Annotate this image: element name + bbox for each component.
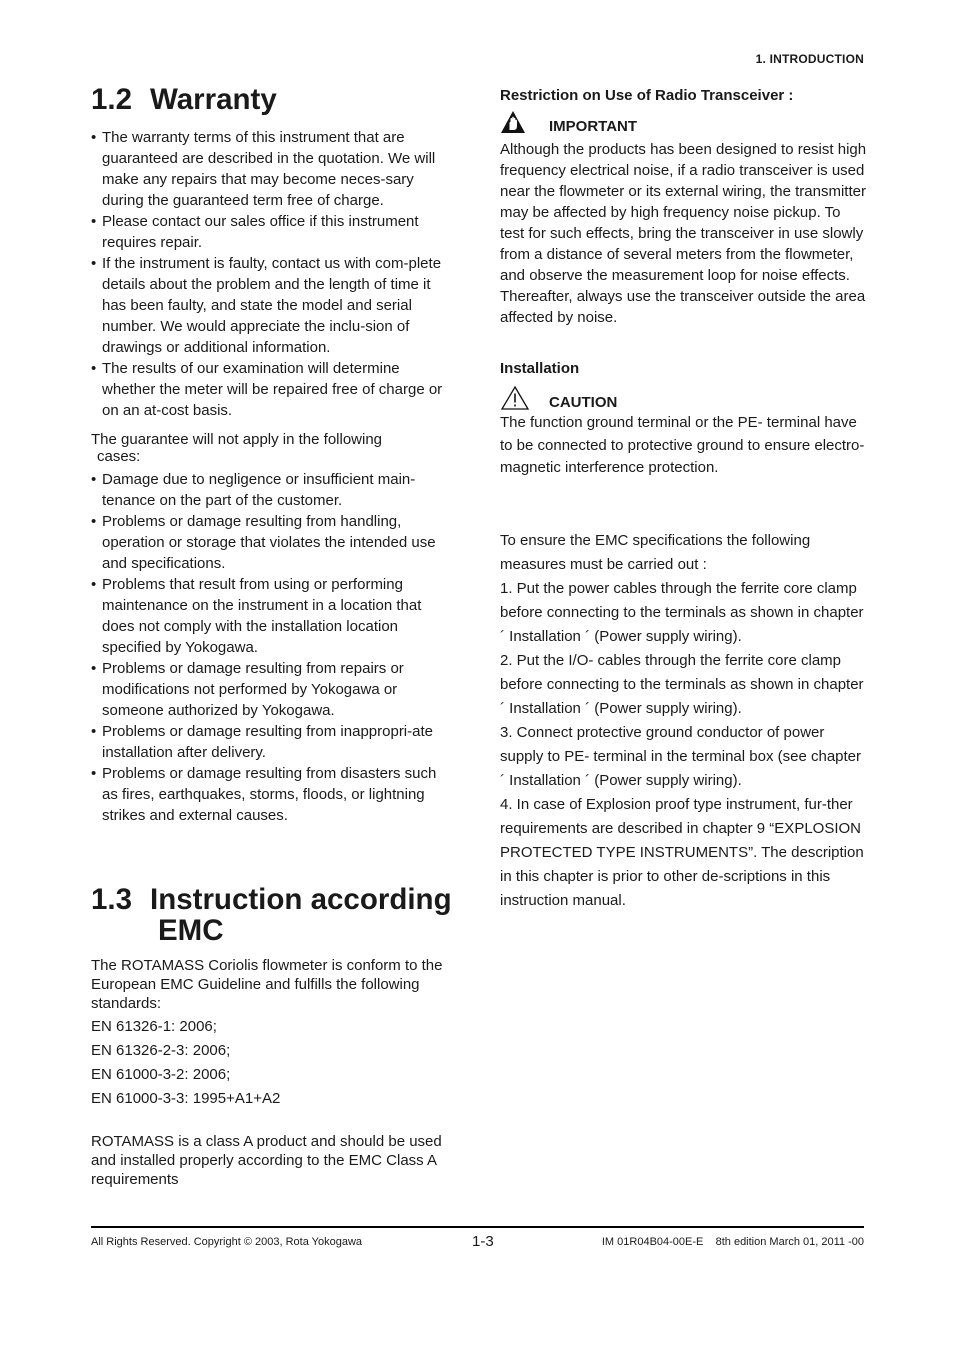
section-number: 1.3 xyxy=(91,883,133,916)
list-item: • Problems or damage resulting from repairs or modifications not performed by Yokogawa or someone authorized by Yokogawa. xyxy=(91,658,456,721)
emc-measures-intro: To ensure the EMC specifications the following measures must be carried out : xyxy=(500,531,811,573)
list-item: • The results of our examination will determine whether the meter will be repaired free of charge or on an at-cost basis. xyxy=(91,358,456,421)
footer-doc-id: IM 01R04B04-00E-E 8th edition March 01, 2011 -00 xyxy=(601,1236,864,1248)
right-column xyxy=(500,84,868,913)
standard-item: EN 61000-3-3: 1995+A1+A2 xyxy=(91,1090,281,1107)
warranty-heading xyxy=(91,84,456,115)
warranty-list xyxy=(91,127,456,421)
standards-list xyxy=(91,1015,456,1111)
running-header: 1. INTRODUCTION xyxy=(755,52,864,66)
list-item: • Problems or damage resulting from handling, operation or storage that violates the intended use and specifications. xyxy=(91,511,456,574)
guarantee-intro-line2: cases: xyxy=(97,448,141,465)
section-title: Warranty xyxy=(150,83,277,116)
installation-text: The function ground terminal or the PE- terminal have to be connected to protective ground to ensure electro-magnetic interference protection. xyxy=(500,414,865,476)
standard-item: EN 61000-3-2: 2006; xyxy=(91,1066,231,1083)
list-item: • The warranty terms of this instrument that are guaranteed are described in the quotation. We will make any repairs that may become neces-sary during the guaranteed term free of charge. xyxy=(91,127,456,211)
footer-copyright: All Rights Reserved. Copyright © 2003, Rota Yokogawa xyxy=(91,1236,363,1248)
emc-intro: The ROTAMASS Coriolis flowmeter is conform to the European EMC Guideline and fulfills the following standards: xyxy=(91,957,443,1012)
left-column xyxy=(91,84,456,1189)
list-item: • Please contact our sales office if this instrument requires repair. xyxy=(91,211,456,253)
radio-text: Although the products has been designed to resist high frequency electrical noise, if a radio transceiver is used near the flowmeter or its external wiring, the transmitter may be affected by high frequency noise pickup. To test for such effects, bring the transceiver in use slowly from a distance of several meters from the flowmeter, and observe the measurement loop for noise effects. Thereafter, always use the transceiver outside the area affected by noise. xyxy=(500,141,867,326)
class-a-note: ROTAMASS is a class A product and should be used and installed properly according to the EMC Class A requirements xyxy=(91,1133,442,1188)
emc-measure-item: 2. Put the I/O- cables through the ferrite core clamp before connecting to the terminals as shown in chapter ´ Installation ´ (Power supply wiring). xyxy=(500,651,864,717)
page-number: 1-3 xyxy=(472,1233,494,1250)
section-number: 1.2 xyxy=(91,83,133,116)
emc-measure-item: 4. In case of Explosion proof type instrument, fur-ther requirements are described in chapter 9 “EXPLOSION PROTECTED TYPE INSTRUMENTS”. The description in this chapter is prior to other de-scriptions in this instruction manual. xyxy=(500,795,864,909)
warning-triangle-icon xyxy=(500,385,530,416)
exclusions-list xyxy=(91,469,456,826)
radio-heading: Restriction on Use of Radio Transceiver : xyxy=(500,87,794,104)
caution-label: CAUTION xyxy=(549,394,618,411)
list-item: • Damage due to negligence or insufficient main-tenance on the part of the customer. xyxy=(91,469,456,511)
section-title-line1: Instruction according xyxy=(150,883,452,916)
guarantee-intro xyxy=(91,431,456,465)
hand-stop-icon xyxy=(500,110,526,139)
list-item: • Problems or damage resulting from inappropri-ate installation after delivery. xyxy=(91,721,456,763)
important-label: IMPORTANT xyxy=(549,118,638,135)
emc-measure-item: 1. Put the power cables through the ferrite core clamp before connecting to the terminals as shown in chapter ´ Installation ´ (Power supply wiring). xyxy=(500,579,864,645)
list-item: • If the instrument is faulty, contact us with com-plete details about the problem and the length of time it has been faulty, and state the model and serial number. We would appreciate the inclu-sion of drawings or additional information. xyxy=(91,253,456,358)
installation-heading: Installation xyxy=(500,360,580,377)
list-item: • Problems that result from using or performing maintenance on the instrument in a location that does not comply with the installation location specified by Yokogawa. xyxy=(91,574,456,658)
footer-rule xyxy=(91,1226,864,1228)
standard-item: EN 61326-1: 2006; xyxy=(91,1018,217,1035)
emc-measure-item: 3. Connect protective ground conductor of power supply to PE- terminal in the terminal box (see chapter ´ Installation ´ (Power supply wiring). xyxy=(500,723,862,789)
list-item: • Problems or damage resulting from disasters such as fires, earthquakes, storms, floods, or lightning strikes and external causes. xyxy=(91,763,456,826)
caution-notice xyxy=(500,385,868,413)
emc-heading xyxy=(91,884,456,946)
standard-item: EN 61326-2-3: 2006; xyxy=(91,1042,231,1059)
section-title-line2: EMC xyxy=(158,914,224,947)
important-notice xyxy=(500,110,868,138)
guarantee-intro-line1: The guarantee will not apply in the following xyxy=(91,431,383,448)
